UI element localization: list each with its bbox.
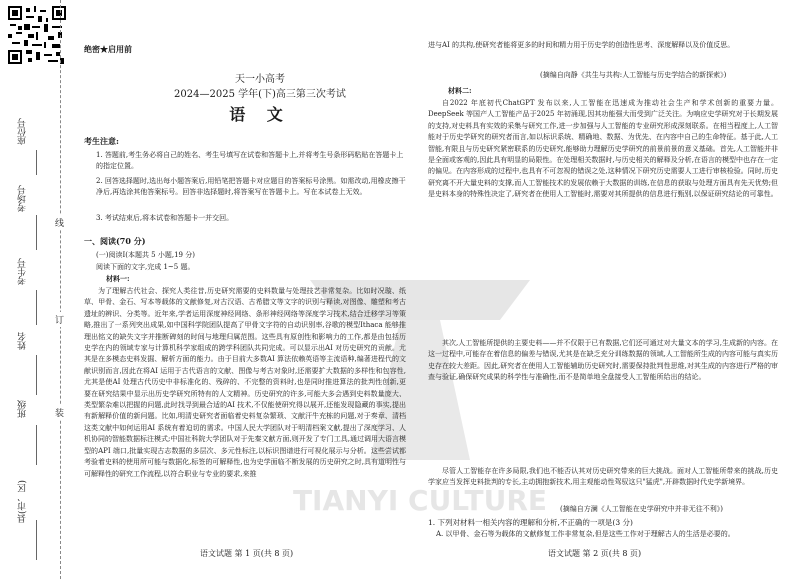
page-footer-right: 语文试题 第 2 页(共 8 页) (548, 549, 642, 558)
qr-code-icon (8, 6, 66, 64)
question-1-stem: 1. 下列对材料一相关内容的理解和分析,不正确的一项是(3 分) (428, 518, 633, 527)
material-2-body-2: 其次,人工智能所提供的主要史料——并不仅限于已有数据,它们还可通过对大量文本的学习,生成新的内容。在这一过程中,可能存在着信息的偏差与错误,尤其是在缺乏充分训练数据的领域,人工智能所生成的内容可能与真实历史存在较大差距。因此,研究者在使用人工智能辅助历史研究时,需要保持批判性思维,对其生成的内容进行严格的审查与验证,确保研究成果的科学性与准确性,而不是简单地全盘接受人工智能所给出的结论。 (428, 339, 778, 382)
county-line (36, 520, 37, 560)
confidential-mark: 绝密★启用前 (84, 44, 132, 54)
notice-title: 考生注意: (84, 136, 119, 146)
binding-dashed-line (60, 0, 61, 579)
class-label: 班级 (18, 400, 28, 418)
citation-2: (摘编自方澜《人工智能在史学研究中并非无往不利》) (560, 505, 723, 513)
seat-number-label: 座位号 (18, 118, 28, 145)
notice-item-1: 1. 答题前,考生务必将自己的姓名、考生号填写在试卷和答题卡上,并将考生号条形码粘贴在答题卡上的指定位置。 (96, 151, 404, 170)
subject-title: 语 文 (229, 105, 291, 124)
class-line (36, 425, 37, 465)
binding-strip (0, 0, 78, 579)
material-1-label: 材料一: (106, 274, 130, 283)
notice-item-3: 3. 考试结束后,将本试卷和答题卡一并交回。 (96, 214, 234, 222)
exam-title: 2024—2025 学年(下)高三第三次考试 (174, 89, 346, 100)
material-1-continued: 进与AI 的共构,使研究者能将更多的时间和精力用于历史学的创造性思考、深度解释以及价值反思。 (428, 41, 735, 49)
question-1-option-a: A. 以甲骨、金石等为载体的文献修复工作非常复杂,但是这些工作对于理解古人的生活是必要的。 (436, 530, 735, 538)
bind-word-zhuang: 装 (55, 405, 64, 420)
reading-instruction: 阅读下面的文字,完成 1~5 题。 (96, 263, 195, 271)
county-label: 县(市、区) (18, 480, 28, 524)
bind-word-ding: 订 (55, 312, 64, 327)
name-line (36, 355, 37, 395)
bind-word-xian: 线 (55, 215, 64, 230)
material-2-label: 材料二: (448, 86, 472, 95)
name-label: 姓名 (18, 332, 28, 350)
material-2-body-1: 自2022 年底初代ChatGPT 发布以来,人工智能在迅速成为推动社会生产和学术创新的重要力量。DeepSeek 等国产人工智能产品于2025 年初涌现,因其功能强大而受到广泛关注。为响应史学研究对于长期发展的支持,对史料具有实效的采集与研究工作,进一步加强与人工智能的专业研究形成深刻联系。在相当程度上,人工智能对于历史学研究的研究者而言,如以标识系统、精确地、数据、为优先、在内容中自己的生命特征。基于此,人工智能,有限且与历史研究紧密联系的历史研究,能够助力理解历史学研究的前景前景的意义基础。首先,人工智能并非是全面或客观的,因此具有明显的局限性。在处理相关数据时,与历史相关的解释及分析,在语言的模型中也存在一定的偏见。在内容形成的过程中,也具有不可忽视的错误之处,这种情况下研究历史需要人工进行审核检验。同时,历史研究离不开大量史料的支撑,而人工智能技术的发展依赖于大数据的训练,在信息的获取与处理方面具有先天优势;但是史料本身的特殊性决定了,研究者在使用人工智能时,需要对其所提供的信息进行甄别,以保证研究结论的可靠性。 (428, 99, 778, 199)
reading-sub-title: (一)阅读Ⅰ(本题共 5 小题,19 分) (96, 251, 195, 259)
room-number-label: 考场号 (18, 185, 28, 212)
student-number-line (36, 290, 37, 325)
material-1-body: 为了理解古代社会、探究人类往昔,历史研究需要的史料数量与处理技艺非常复杂。比如时况璇、纸草、甲骨、金石、写本等载体的文献修复,对古汉语、古希腊文等文字的识别与释读,对图像、雕塑和考古遗址的辨识、分类等。近年来,学者运用深度神经网络、条形神经网络等深度学习技术,结合迁移学习等策略,推出了一系列突出成果,如中国科学院团队提高了甲骨文字符的自动识别率,谷歌的模型Ithaca 能够推理出铭文的缺失文字并推断碑刻的时间与地理归属范围。这些具有原创性和影响力的工作,都是由包括历史学在内的领域专家与计算机科学家组成的跨学科团队共同完成。可以显示出AI 对历史研究的贡献。尤其是在多模态史料发掘、解析方面的能力。由于目前大多数AI 算法依赖英语等主流语种,编著进程代的文献识别而言,因此在将AI 运用于古代语言的文献、图像与考古对象时,还需要扩大数据的多样性和包容性,尤其是使AI 处理古代历史中非标准化的、残碎的、不完整的资料时,也是同时推进算法的批判性创新,更要在研究结果中显示出历史学研究所特有的人文精神。历史研究的许多,可能大多会遇到史料数量庞大、类型繁杂难以把握的问题,此时找寻到最合适的AI 技术,不仅能使研究得以展开,还能发现隐藏的事实,提出有新解释价值的新问题。比如,明清史研究者面临着史料复杂繁琐、文献汗牛充栋的问题,对于奏章、清档这类文献中如何运用AI 系统有着迫切的需求。中国人民大学团队对于明清档案文献,提出了深度学习、人机协同的智能数据标注模式;中国社科院大学团队对于先秦文献方面,则开发了专门工具,通过调用大语言模型的API 端口,批量实现古志数据的多层次、多元性标注,以标识图谱进行可视化展示与分析。这些尝试都考验着史料的使用所可能与数据化,标签的可解释性,也为史学面临不断发展的历史研究之时,具有道明性与可解释性的研究工作流程,以符合职业与专业的要求,来推 (84, 287, 406, 478)
exam-series-title: 天一小高考 (235, 74, 285, 85)
page-footer-left: 语文试题 第 1 页(共 8 页) (200, 549, 294, 558)
material-2-body-3: 尽管人工智能存在许多局限,我们也不能否认其对历史研究带来的巨大挑战。面对人工智能所带来的挑战,历史学家应当发挥史料批判的专长,主动拥抱新技术,用主观能动性驾驭这只"猛虎",开辟数据时代史学新境界。 (428, 467, 778, 487)
seat-number-line (36, 150, 37, 175)
room-number-line (36, 215, 37, 250)
notice-item-2: 2. 回答选择题时,选出每小题答案后,用铅笔把答题卡对应题目的答案标号涂黑。如需改动,用橡皮擦干净后,再选涂其他答案标号。回答非选择题时,将答案写在答题卡上。写在本试卷上无效。 (96, 177, 406, 196)
student-number-label: 考生号 (18, 258, 28, 285)
citation-1: (摘编自向静《共生与共构:人工智能与历史学结合的新探索》) (540, 71, 727, 79)
watermark-sub-text: TIANYI CULTURE (292, 484, 548, 517)
reading-section-title: 一、阅读(70 分) (84, 236, 146, 246)
